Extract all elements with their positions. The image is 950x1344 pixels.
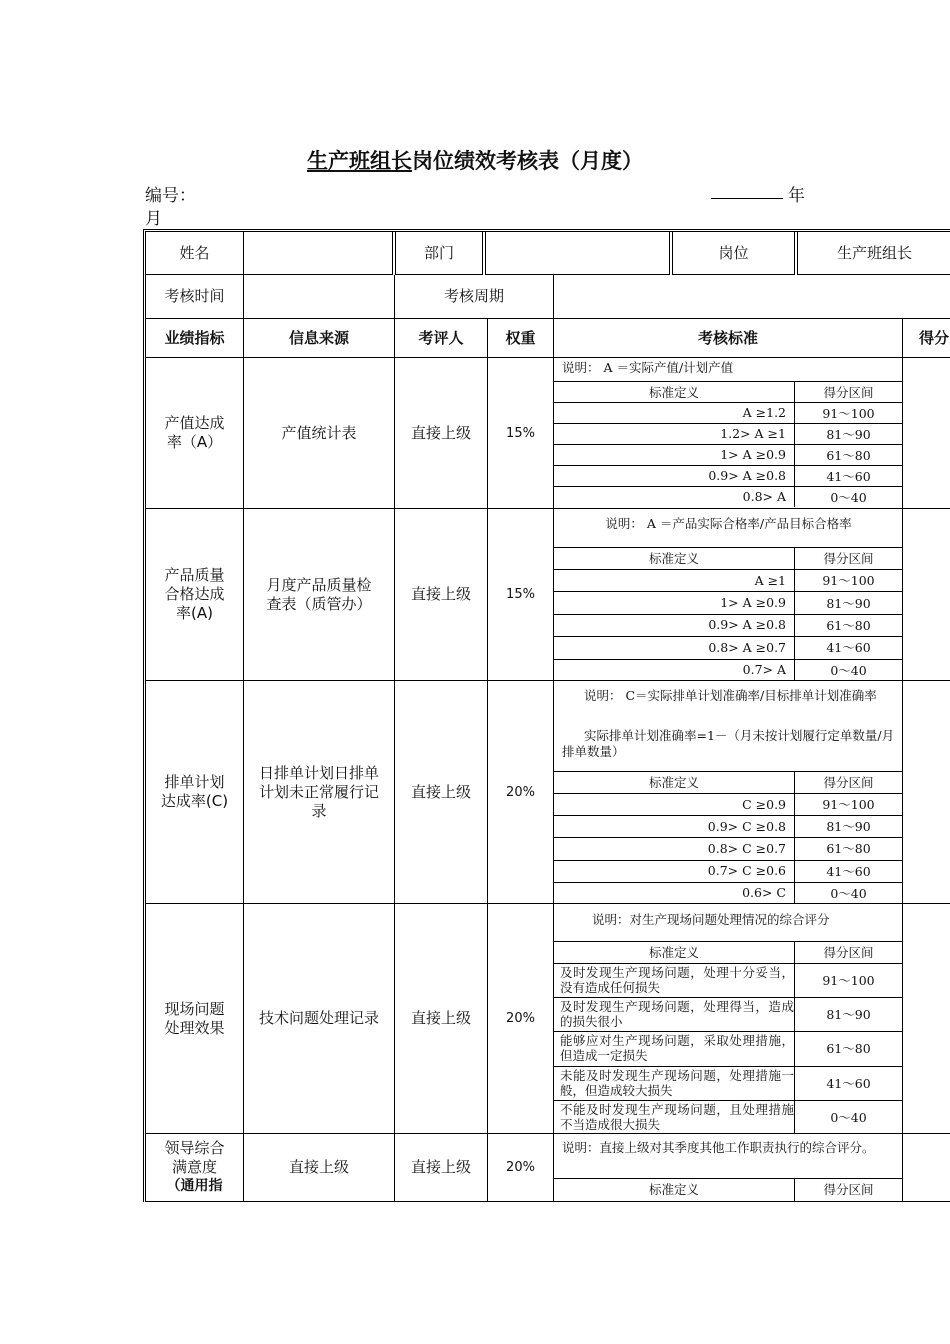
std-def-cell: 不能及时发现生产现场问题，且处理措施不当造成很大损失 (560, 1101, 794, 1132)
standard-note: 说明： A ＝产品实际合格率/产品目标合格率 (605, 516, 852, 531)
name-label: 姓名 (146, 232, 244, 275)
score-cell[interactable] (903, 1134, 950, 1202)
weight-cell: 20% (488, 1134, 554, 1202)
std-def-cell: 未能及时发现生产现场问题，处理措施一般，但造成较大损失 (560, 1067, 794, 1098)
indicator-text: 领导综合满意度 (164, 1139, 225, 1176)
year-label: 年 (788, 186, 805, 206)
std-def-cell: 1.2> A ≥1 (720, 426, 786, 441)
weight-cell: 20% (488, 904, 554, 1134)
col-evaluator: 考评人 (395, 319, 488, 358)
indicator-cell: 产品质量合格达成率(A) (146, 509, 244, 681)
col-indicator: 业绩指标 (146, 319, 244, 358)
month-label: 月 (145, 209, 162, 229)
range-cell: 41～60 (826, 1075, 871, 1091)
range-cell: 0～40 (830, 662, 867, 678)
evaluator-cell: 直接上级 (395, 358, 488, 509)
evaluator-cell: 直接上级 (395, 509, 488, 681)
range-cell: 91～100 (822, 973, 875, 989)
title-rest: 岗位绩效考核表（月度） (412, 149, 643, 173)
period-label: 考核周期 (395, 275, 554, 319)
weight-cell: 15% (488, 509, 554, 681)
std-def-cell: 0.7> C ≥0.6 (707, 863, 786, 879)
standard-note: 说明：对生产现场问题处理情况的综合评分 (592, 912, 830, 927)
time-value[interactable] (244, 275, 395, 319)
source-cell: 直接上级 (244, 1134, 395, 1202)
col-source: 信息来源 (244, 319, 395, 358)
time-label: 考核时间 (146, 275, 244, 319)
post-label: 岗位 (672, 232, 795, 275)
name-value[interactable] (244, 232, 393, 275)
std-def-cell: A ≥1 (754, 572, 786, 588)
range-header: 得分区间 (823, 384, 874, 400)
range-cell: 61～80 (826, 447, 871, 463)
standard-note: 说明：直接上级对其季度其他工作职责执行的综合评分。 (562, 1140, 875, 1155)
range-cell: 81～90 (826, 819, 871, 835)
evaluator-cell: 直接上级 (395, 1134, 488, 1202)
range-cell: 41～60 (826, 468, 871, 484)
score-cell[interactable] (903, 509, 950, 681)
standard-note: 说明： C＝实际排单计划准确率/目标排单计划准确率 (584, 688, 877, 703)
col-score: 得分 (903, 319, 950, 358)
range-header: 得分区间 (823, 775, 874, 790)
range-cell: 0～40 (830, 489, 867, 505)
range-cell: 81～90 (826, 1007, 871, 1023)
range-cell: 41～60 (826, 863, 871, 879)
indicator-note: （通用指 (166, 1178, 223, 1194)
range-cell: 41～60 (826, 640, 871, 656)
std-def-cell: 0.8> C ≥0.7 (707, 840, 786, 856)
range-header: 得分区间 (823, 1182, 874, 1197)
score-cell[interactable] (903, 904, 950, 1134)
std-def-cell: 0.9> C ≥0.8 (707, 818, 786, 834)
page-title (0, 145, 950, 175)
weight-cell: 20% (488, 681, 554, 904)
std-def-header: 标准定义 (648, 1182, 699, 1197)
std-def-cell: A ≥1.2 (742, 405, 786, 420)
source-cell: 月度产品质量检查表（质管办） (244, 509, 395, 681)
range-cell: 81～90 (826, 426, 871, 442)
range-cell: 91～100 (822, 405, 875, 421)
std-def-cell: 0.8> A ≥0.7 (708, 639, 786, 655)
indicator-cell: 排单计划达成率(C) (146, 681, 244, 904)
col-weight: 权重 (488, 319, 554, 358)
doc-no-label: 编号： (145, 186, 196, 206)
standard-note-2: 实际排单计划准确率=1－（月未按计划履行定单数量/月排单数量） (562, 728, 895, 759)
range-cell: 61～80 (826, 1041, 871, 1057)
std-def-cell: 0.9> A ≥0.8 (708, 617, 786, 633)
range-cell: 81～90 (826, 595, 871, 611)
source-cell: 技术问题处理记录 (244, 904, 395, 1134)
range-cell: 91～100 (822, 797, 875, 813)
std-def-cell: 0.9> A ≥0.8 (708, 468, 786, 483)
std-def-cell: 及时发现生产现场问题，处理得当，造成的损失很小 (560, 999, 794, 1030)
title-underlined: 生产班组长 (307, 149, 412, 173)
standard-note: 说明： A ＝实际产值/计划产值 (562, 360, 734, 375)
evaluator-cell: 直接上级 (395, 904, 488, 1134)
indicator-cell (146, 1134, 244, 1202)
std-def-cell: 及时发现生产现场问题，处理十分妥当，没有造成任何损失 (560, 965, 794, 996)
range-cell: 0～40 (830, 885, 867, 901)
std-def-header: 标准定义 (648, 775, 699, 790)
assessment-table (143, 229, 950, 1202)
indicator-cell: 产值达成率（A） (146, 358, 244, 509)
dept-label: 部门 (395, 232, 483, 275)
std-def-cell: 0.7> A (742, 662, 786, 678)
std-def-header: 标准定义 (648, 384, 699, 400)
std-def-header: 标准定义 (648, 551, 699, 566)
score-cell[interactable] (903, 358, 950, 509)
range-cell: 91～100 (822, 573, 875, 589)
std-def-cell: 0.8> A (742, 489, 786, 504)
std-def-cell: 0.6> C (742, 885, 786, 901)
year-blank-line (711, 198, 783, 199)
std-def-cell: 1> A ≥0.9 (720, 595, 786, 611)
period-value[interactable] (554, 275, 950, 319)
std-def-header: 标准定义 (648, 945, 699, 960)
indicator-cell: 现场问题处理效果 (146, 904, 244, 1134)
range-cell: 61～80 (826, 841, 871, 857)
std-def-cell: 1> A ≥0.9 (720, 447, 786, 462)
evaluator-cell: 直接上级 (395, 681, 488, 904)
col-standard: 考核标准 (554, 319, 903, 358)
range-header: 得分区间 (823, 945, 874, 960)
std-def-cell: C ≥0.9 (742, 796, 786, 812)
post-value: 生产班组长 (797, 232, 950, 275)
source-cell: 产值统计表 (244, 358, 395, 509)
range-cell: 0～40 (830, 1109, 867, 1125)
std-def-cell: 能够应对生产现场问题，采取处理措施，但造成一定损失 (560, 1033, 794, 1064)
weight-cell: 15% (488, 358, 554, 509)
score-cell[interactable] (903, 681, 950, 904)
source-cell: 日排单计划日排单计划未正常履行记录 (244, 681, 395, 904)
range-header: 得分区间 (823, 551, 874, 566)
dept-value[interactable] (485, 232, 670, 275)
range-cell: 61～80 (826, 617, 871, 633)
